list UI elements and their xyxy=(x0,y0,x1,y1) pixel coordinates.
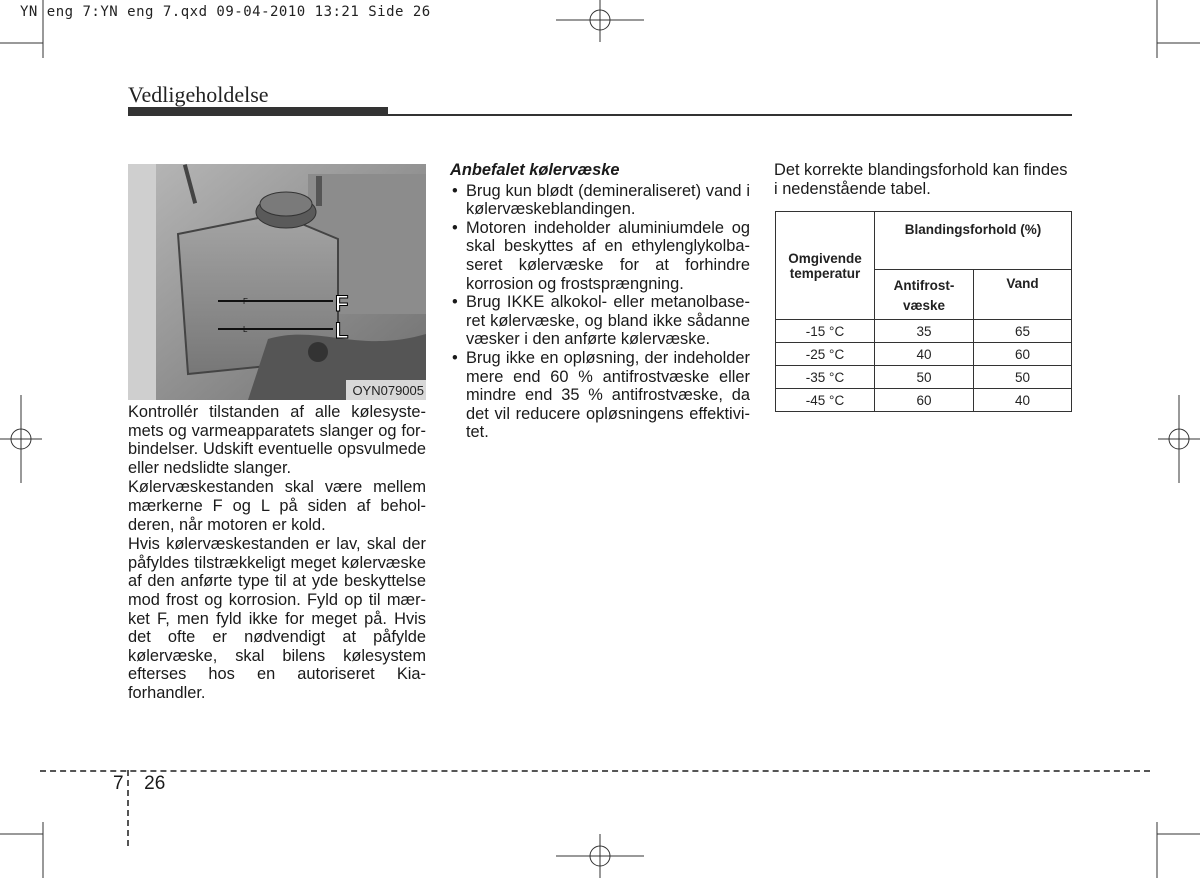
page-number xyxy=(113,773,165,795)
paragraph: Hvis kølervæskestanden er lav, skal der påfyldes tilstrækkeligt meget kølervæske af den anførte type til at yde beskyttelse mod frost og korrosion. Fyld op til mærket F, men fyld ikke for meget på. Hvis det ofte er nødvendigt at påfylde kølervæske, skal bilens kølesystem efterses hos en autoriseret Kia-forhandler. xyxy=(128,535,426,702)
low-mark-small: L xyxy=(243,325,248,334)
page-in-chapter: 26 xyxy=(144,773,166,794)
list-item: • Brug kun blødt (demineraliseret) vand i kølervæskeblandingen. xyxy=(450,182,750,219)
figure-caption: OYN079005 xyxy=(352,383,424,398)
engine-illustration xyxy=(128,164,426,400)
cell-antifreeze: 40 xyxy=(875,343,974,366)
paragraph: Kølervæskestanden skal være mellem mærkerne F og L på siden af beholderen, når motoren er kold. xyxy=(128,478,426,534)
fill-mark-small: F xyxy=(243,297,248,306)
cell-temp: -15 °C xyxy=(776,320,875,343)
list-item: • Brug IKKE alkokol- eller metanolbaseret kølervæske, og bland ikke sådanne væsker i den anførte kølervæske. xyxy=(450,293,750,349)
bullet-list xyxy=(450,182,750,442)
footer-rule xyxy=(40,770,1150,772)
fill-mark-label: F xyxy=(335,291,349,316)
list-item: • Motoren indeholder aluminiumdele og skal beskyttes af en ethylenglykolbaseret kølervæske for at forhindre korrosion og frostsprængning. xyxy=(450,219,750,293)
cell-antifreeze: 50 xyxy=(875,366,974,389)
header-antifreeze: Antifrost- væske xyxy=(875,270,974,320)
column-1 xyxy=(128,403,426,704)
table-row xyxy=(776,343,1072,366)
low-mark-label: L xyxy=(335,318,349,343)
column-3-intro: Det korrekte blandingsforhold kan findes i nedenstående tabel. xyxy=(774,161,1068,198)
chapter-number: 7 xyxy=(113,773,124,794)
column-2 xyxy=(450,161,750,442)
header-mixing-ratio: Blandingsforhold (%) xyxy=(875,212,1072,270)
table-row xyxy=(776,366,1072,389)
registration-target-right xyxy=(1158,395,1200,483)
cell-water: 60 xyxy=(974,343,1072,366)
section-title: Vedligeholdelse xyxy=(128,82,269,107)
paragraph: Kontrollér tilstanden af alle kølesystemets og varmeapparatets slanger og forbindelser. Udskift eventuelle opsvulmede eller nedslidte slanger. xyxy=(128,403,426,477)
registration-target-top xyxy=(556,0,644,42)
list-item: • Brug ikke en opløsning, der indeholder mere end 60 % antifrostvæske eller mindre end 35 % antifrostvæske, da det vil reducere opløsningens effektivitet. xyxy=(450,349,750,442)
mixing-ratio-table xyxy=(775,211,1072,412)
cell-water: 65 xyxy=(974,320,1072,343)
registration-target-bottom xyxy=(556,834,644,878)
cell-temp: -35 °C xyxy=(776,366,875,389)
cell-temp: -45 °C xyxy=(776,389,875,412)
cell-water: 50 xyxy=(974,366,1072,389)
header-ambient-temp: Omgivende temperatur xyxy=(776,212,875,320)
table-row xyxy=(776,320,1072,343)
header-water: Vand xyxy=(974,270,1072,320)
table-row xyxy=(776,389,1072,412)
print-slug-line: YN eng 7:YN eng 7.qxd 09-04-2010 13:21 Side 26 xyxy=(20,4,431,20)
subheading: Anbefalet kølervæske xyxy=(450,161,620,179)
cell-antifreeze: 35 xyxy=(875,320,974,343)
cell-water: 40 xyxy=(974,389,1072,412)
registration-target-left xyxy=(0,395,42,483)
cell-antifreeze: 60 xyxy=(875,389,974,412)
cell-temp: -25 °C xyxy=(776,343,875,366)
title-rule-accent xyxy=(128,107,388,116)
coolant-reservoir-photo xyxy=(128,164,426,400)
